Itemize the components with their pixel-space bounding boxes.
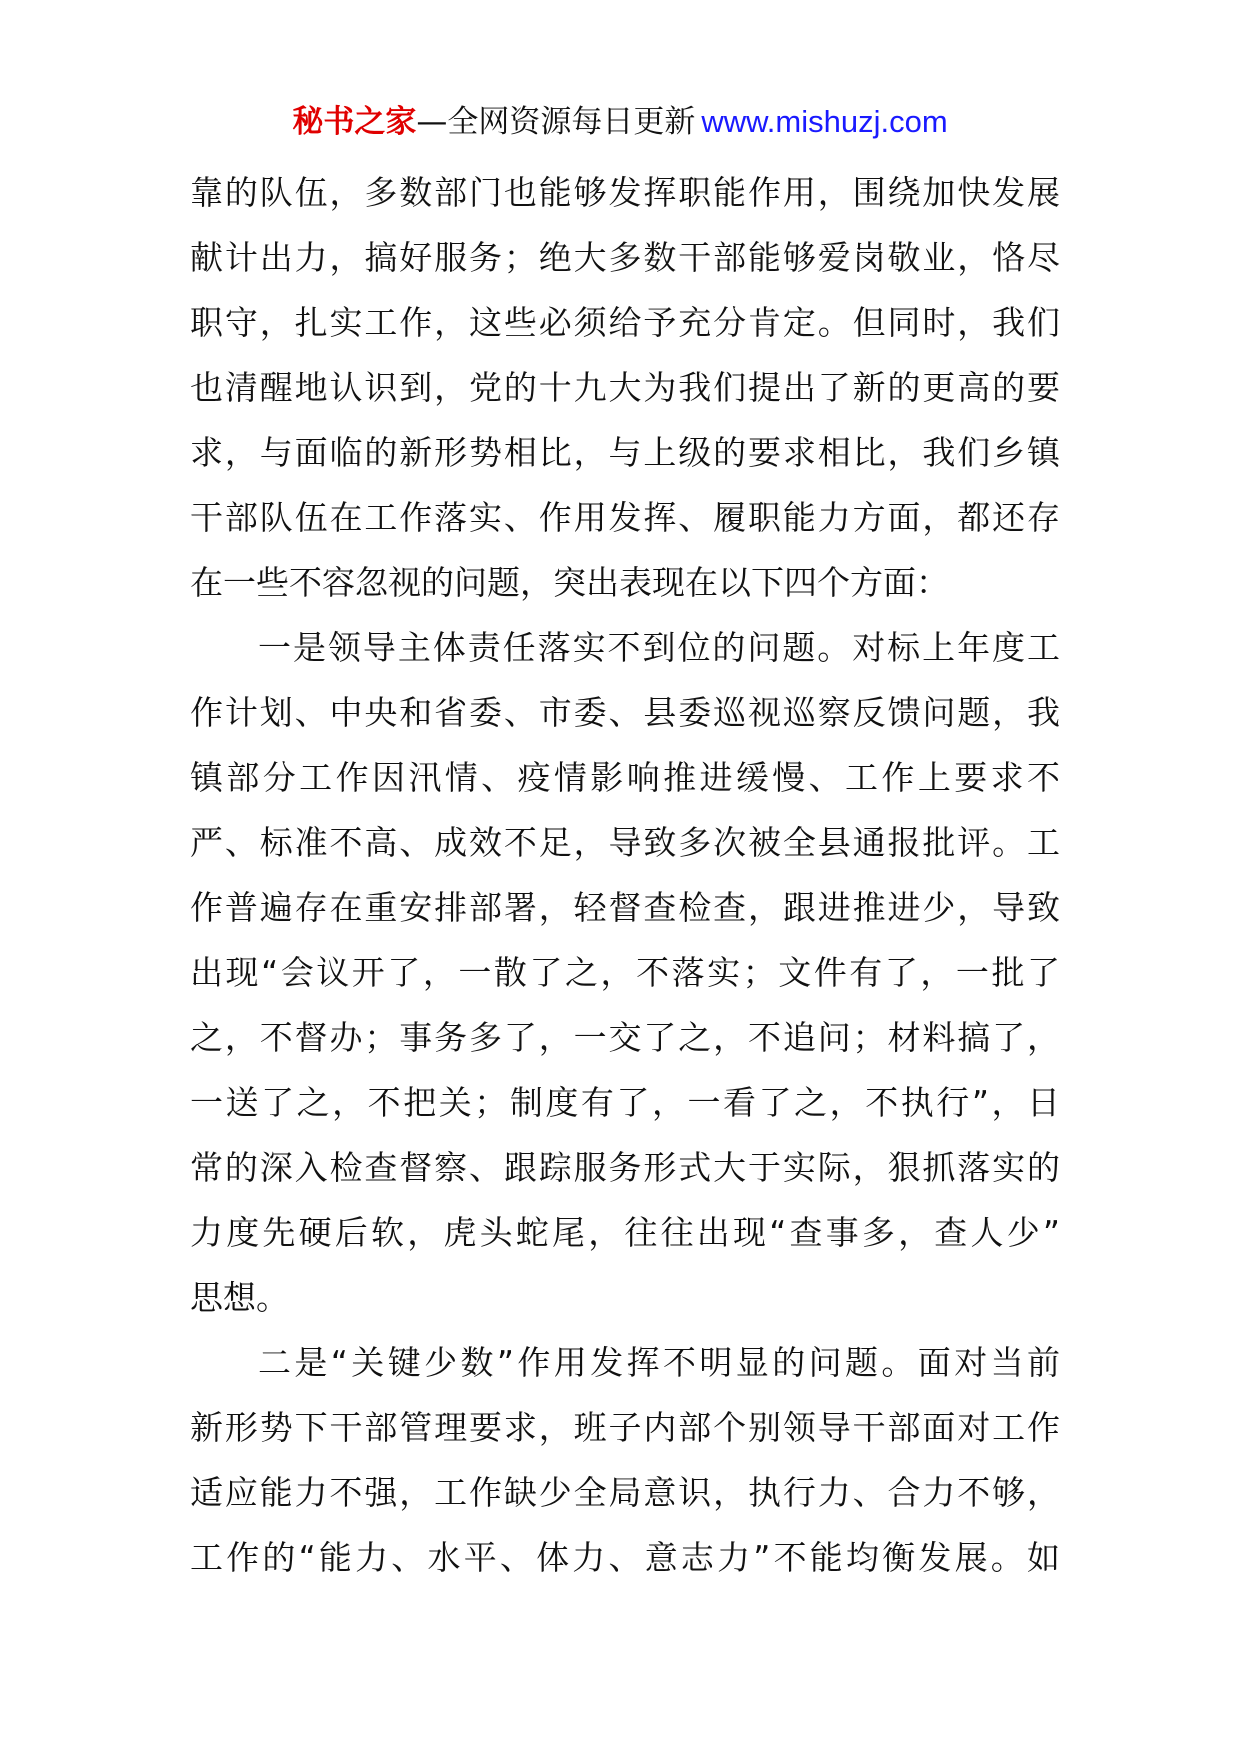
text-line: 在一些不容忽视的问题，突出表现在以下四个方面： <box>190 563 949 602</box>
text-line: 严、标准不高、成效不足，导致多次被全县通报批评。工 <box>190 823 1060 862</box>
text-line: 作普遍存在重安排部署，轻督查检查，跟进推进少，导致 <box>190 888 1060 927</box>
site-url-link[interactable]: www.mishuzj.com <box>701 104 948 139</box>
page-header <box>0 100 1240 144</box>
text-line: 职守，扎实工作，这些必须给予充分肯定。但同时，我们 <box>190 303 1060 342</box>
text-line: 适应能力不强，工作缺少全局意识，执行力、合力不够， <box>190 1473 1060 1512</box>
text-line: 作计划、中央和省委、市委、县委巡视巡察反馈问题，我 <box>190 693 1060 732</box>
text-line: 靠的队伍，多数部门也能够发挥职能作用，围绕加快发展 <box>190 173 1060 212</box>
brand-name: 秘书之家 <box>292 104 417 140</box>
text-line: 力度先硬后软，虎头蛇尾，往往出现“查事多，查人少” <box>190 1213 1060 1252</box>
text-line: 也清醒地认识到，党的十九大为我们提出了新的更高的要 <box>190 368 1060 407</box>
paragraph-start-line: 二是“关键少数”作用发挥不明显的问题。面对当前 <box>258 1343 1060 1382</box>
header-tagline: —全网资源每日更新 <box>416 104 696 140</box>
text-line: 工作的“能力、水平、体力、意志力”不能均衡发展。如 <box>190 1538 1060 1577</box>
text-line: 求，与面临的新形势相比，与上级的要求相比，我们乡镇 <box>190 433 1060 472</box>
text-line: 干部队伍在工作落实、作用发挥、履职能力方面，都还存 <box>190 498 1060 537</box>
paragraph-start-line: 一是领导主体责任落实不到位的问题。对标上年度工 <box>258 628 1060 667</box>
text-line: 献计出力，搞好服务；绝大多数干部能够爱岗敬业，恪尽 <box>190 238 1060 277</box>
text-line: 一送了之，不把关；制度有了，一看了之，不执行”，日 <box>190 1083 1060 1122</box>
text-line: 思想。 <box>190 1278 289 1317</box>
text-line: 镇部分工作因汛情、疫情影响推进缓慢、工作上要求不 <box>190 758 1060 797</box>
text-line: 新形势下干部管理要求，班子内部个别领导干部面对工作 <box>190 1408 1060 1447</box>
text-line: 之，不督办；事务多了，一交了之，不追问；材料搞了， <box>190 1018 1060 1057</box>
document-body <box>190 160 1060 1590</box>
text-line: 出现“会议开了，一散了之，不落实；文件有了，一批了 <box>190 953 1060 992</box>
text-line: 常的深入检查督察、跟踪服务形式大于实际，狠抓落实的 <box>190 1148 1060 1187</box>
